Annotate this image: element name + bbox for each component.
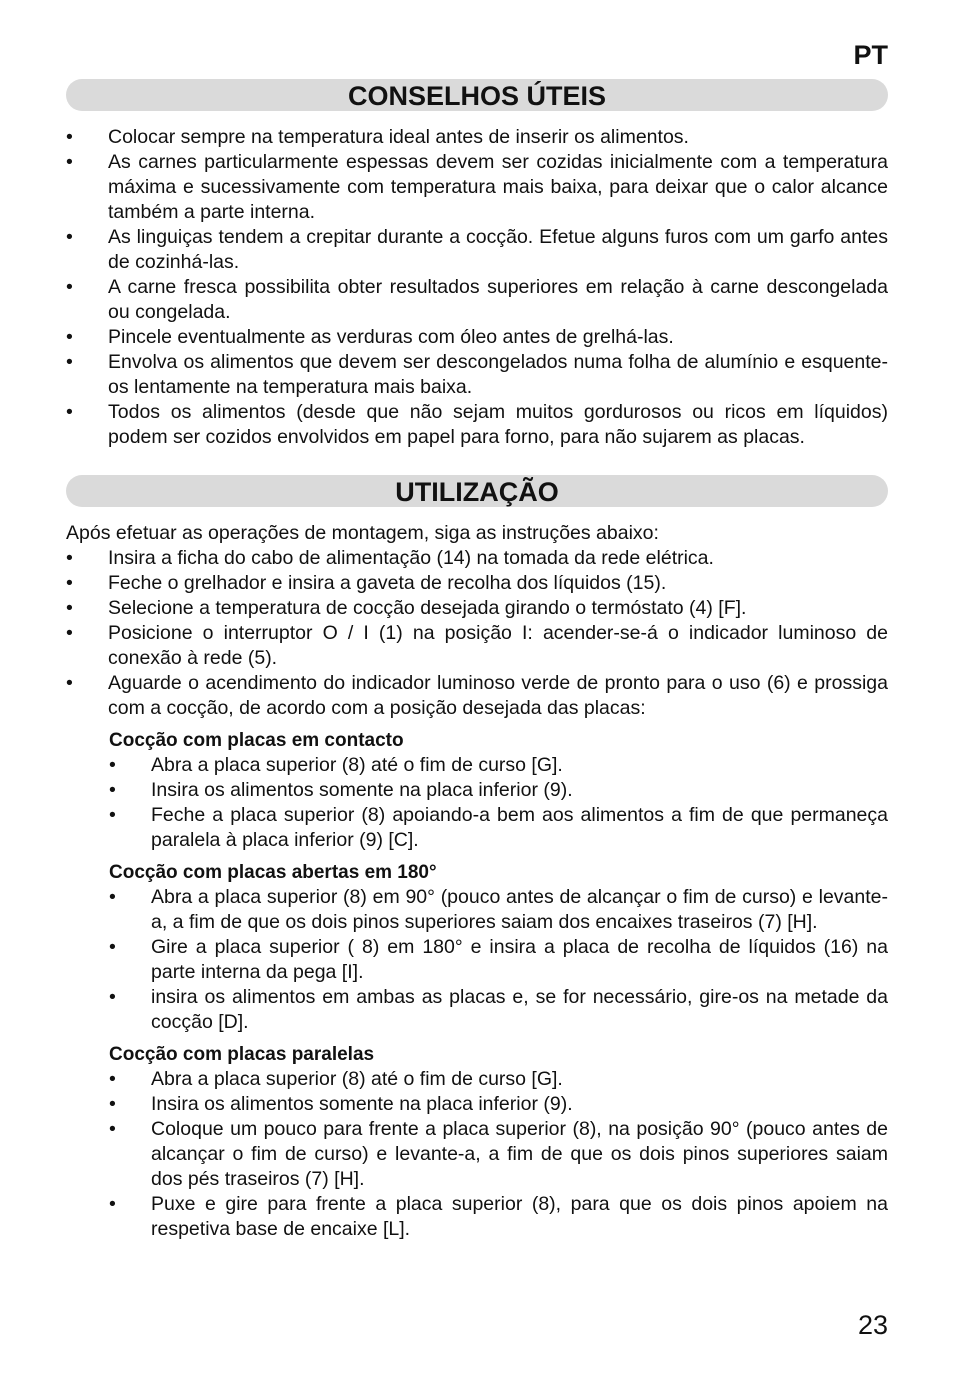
bullet-icon: • [66, 572, 73, 594]
bullet-icon: • [109, 1068, 116, 1090]
bullet-icon: • [109, 986, 116, 1008]
list-item: • Insira os alimentos somente na placa inferior (9). [109, 1093, 573, 1115]
bullet-icon: • [66, 126, 73, 148]
list-item: • Coloque um pouco para frente a placa superior (8), na posição 90° (pouco antes de alcançar o fim de curso) e levante-a, a fim de que os dois pinos superiores saiam dos pés traseiros (7) [H]. [109, 1118, 888, 1190]
list-item: • As linguiças tendem a crepitar durante a cocção. Efetue alguns furos com um garfo antes de cozinhá-las. [66, 226, 888, 273]
list-item: • Insira os alimentos somente na placa inferior (9). [109, 779, 573, 801]
bullet-icon: • [66, 597, 73, 619]
list-item: • Abra a placa superior (8) em 90° (pouco antes de alcançar o fim de curso) e levante-a, a fim de que os dois pinos superiores saiam dos encaixes traseiros (7) [H]. [109, 886, 888, 933]
list-item: • Insira a ficha do cabo de alimentação (14) na tomada da rede elétrica. [66, 547, 714, 569]
section-title-tips: CONSELHOS ÚTEIS [66, 79, 888, 111]
bullet-icon: • [66, 326, 73, 348]
page-number: 23 [857, 1310, 888, 1340]
bullet-icon: • [109, 1193, 116, 1215]
bullet-icon: • [66, 622, 73, 644]
subsection-parallel [109, 1042, 888, 1242]
bullet-icon: • [66, 351, 73, 373]
bullet-icon: • [109, 1118, 116, 1140]
bullet-icon: • [66, 401, 73, 423]
subsection-title: Cocção com placas abertas em 180° [109, 862, 437, 883]
section-title-usage: UTILIZAÇÃO [66, 475, 888, 507]
list-item: • Selecione a temperatura de cocção desejada girando o termóstato (4) [F]. [66, 597, 747, 619]
bullet-icon: • [66, 672, 73, 694]
list-item: • Puxe e gire para frente a placa superior (8), para que os dois pinos apoiem na respetiva base de encaixe [L]. [109, 1193, 888, 1240]
subsection-title: Cocção com placas em contacto [109, 730, 404, 751]
subsection-list [109, 885, 888, 1035]
list-item: • Abra a placa superior (8) até o fim de curso [G]. [109, 1068, 563, 1090]
list-item: • Abra a placa superior (8) até o fim de curso [G]. [109, 754, 563, 776]
list-item: • Posicione o interruptor O / I (1) na posição I: acender-se-á o indicador luminoso de conexão à rede (5). [66, 622, 888, 669]
list-item: • Feche a placa superior (8) apoiando-a bem aos alimentos a fim de que permaneça paralela à placa inferior (9) [C]. [109, 804, 888, 851]
bullet-icon: • [66, 276, 73, 298]
list-item: • Pincele eventualmente as verduras com óleo antes de grelhá-las. [66, 326, 674, 348]
subsection-title: Cocção com placas paralelas [109, 1044, 375, 1065]
tips-list [66, 125, 888, 450]
language-label: PT [853, 40, 888, 70]
usage-block [66, 521, 888, 1242]
tips-list-block [66, 125, 888, 450]
list-item: • Gire a placa superior ( 8) em 180° e insira a placa de recolha de líquidos (16) na parte interna da pega [I]. [109, 936, 888, 983]
subsection-list [109, 753, 888, 853]
subsection-open-180 [109, 860, 888, 1035]
list-item: • insira os alimentos em ambas as placas e, se for necessário, gire-os na metade da cocção [D]. [109, 986, 888, 1033]
list-item: • Feche o grelhador e insira a gaveta de recolha dos líquidos (15). [66, 572, 667, 594]
bullet-icon: • [109, 779, 116, 801]
list-item: • Todos os alimentos (desde que não sejam muitos gordurosos ou ricos em líquidos) podem ser cozidos envolvidos em papel para forno, para não sujarem as placas. [66, 401, 888, 448]
list-item: • Envolva os alimentos que devem ser descongelados numa folha de alumínio e esquente-os lentamente na temperatura mais baixa. [66, 351, 888, 398]
list-item: • A carne fresca possibilita obter resultados superiores em relação à carne descongelada ou congelada. [66, 276, 888, 323]
subsection-list [109, 1067, 888, 1242]
usage-list [66, 546, 888, 721]
list-item: • Colocar sempre na temperatura ideal antes de inserir os alimentos. [66, 126, 689, 148]
bullet-icon: • [66, 547, 73, 569]
list-item: • Aguarde o acendimento do indicador luminoso verde de pronto para o uso (6) e prossiga com a cocção, de acordo com a posição desejada das placas: [66, 672, 888, 719]
bullet-icon: • [109, 804, 116, 826]
bullet-icon: • [66, 151, 73, 173]
bullet-icon: • [109, 754, 116, 776]
bullet-icon: • [109, 886, 116, 908]
subsection-contact [109, 728, 888, 853]
usage-intro: Após efetuar as operações de montagem, siga as instruções abaixo: [66, 522, 659, 544]
bullet-icon: • [109, 1093, 116, 1115]
list-item: • As carnes particularmente espessas devem ser cozidas inicialmente com a temperatura máxima e sucessivamente com temperatura mais baixa, para deixar que o calor alcance também a parte interna. [66, 151, 888, 223]
bullet-icon: • [109, 936, 116, 958]
bullet-icon: • [66, 226, 73, 248]
